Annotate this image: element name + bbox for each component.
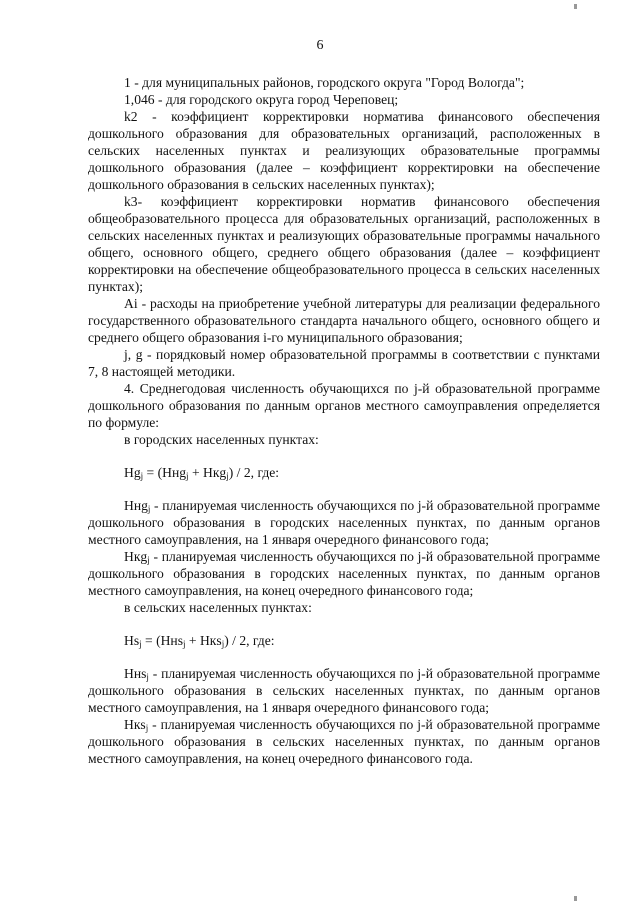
definition-paragraph: Hкs$_j$ - планируемая численность обучающихся по j-й образовательной программе дошкольного образования в сельских населенных пунктах, по данным органов местного самоуправления, на конец очередного финансового года. [88,717,600,766]
section-heading: в сельских населенных пунктах: [124,600,312,615]
document-body [88,74,600,767]
definition-paragraph: Hкg$_j$ - планируемая численность обучающихся по j-й образовательной программе дошкольного образования в городских населенных пунктах, по данным органов местного самоуправления, на конец очередного финансового года; [88,549,600,598]
definition-paragraph: Hнg$_j$ - планируемая численность обучающихся по j-й образовательной программе дошкольного образования в городских населенных пунктах, по данным органов местного самоуправления, на 1 января очередного финансового года; [88,498,600,547]
paragraph: k2 - коэффициент корректировки норматива финансового обеспечения дошкольного образования для образовательных организаций, расположенных в сельских населенных пунктах и реализующих образовательные программы дошкольного образования (далее – коэффициент корректировки на обеспечение дошкольного образования в сельских населенных пунктах); [88,109,600,192]
paragraph: 1 - для муниципальных районов, городского округа "Город Вологда"; [124,75,525,90]
page-number: 6 [316,38,324,53]
formula-rural: $Hs_j = (Hнs_j + Hкs_j) / 2$, где: [124,633,275,649]
paragraph: k3- коэффициент корректировки норматив финансового обеспечения общеобразовательного процесса для образовательных организаций, расположенных в сельских населенных пунктах и реализующих образовательные программы начального общего, основного общего, среднего общего образования (далее – коэффициент корректировки на обеспечение общеобразовательного процесса в сельских населенных пунктах); [88,194,600,294]
scan-mark [574,4,577,9]
paragraph: 4. Среднегодовая численность обучающихся по j-й образовательной программе дошкольного образования по данным органов местного самоуправления определяется по формуле: [88,381,600,430]
scan-mark [574,896,577,901]
paragraph: 1,046 - для городского округа город Череповец; [124,92,399,107]
definition-paragraph: Hнs$_j$ - планируемая численность обучающихся по j-й образовательной программе дошкольного образования в сельских населенных пунктах, по данным органов местного самоуправления, на 1 января очередного финансового года; [88,666,600,715]
paragraph: Аi - расходы на приобретение учебной литературы для реализации федерального государственного образовательного стандарта начального общего, основного общего и среднего общего образования i-го муниципального образования; [88,296,600,345]
formula-urban: $Hg_j = (Hнg_j + Hкg_j) / 2$, где: [124,465,280,481]
paragraph: j, g - порядковый номер образовательной программы в соответствии с пунктами 7, 8 настоящей методики. [88,347,600,379]
paragraph: в городских населенных пунктах: [124,432,319,447]
